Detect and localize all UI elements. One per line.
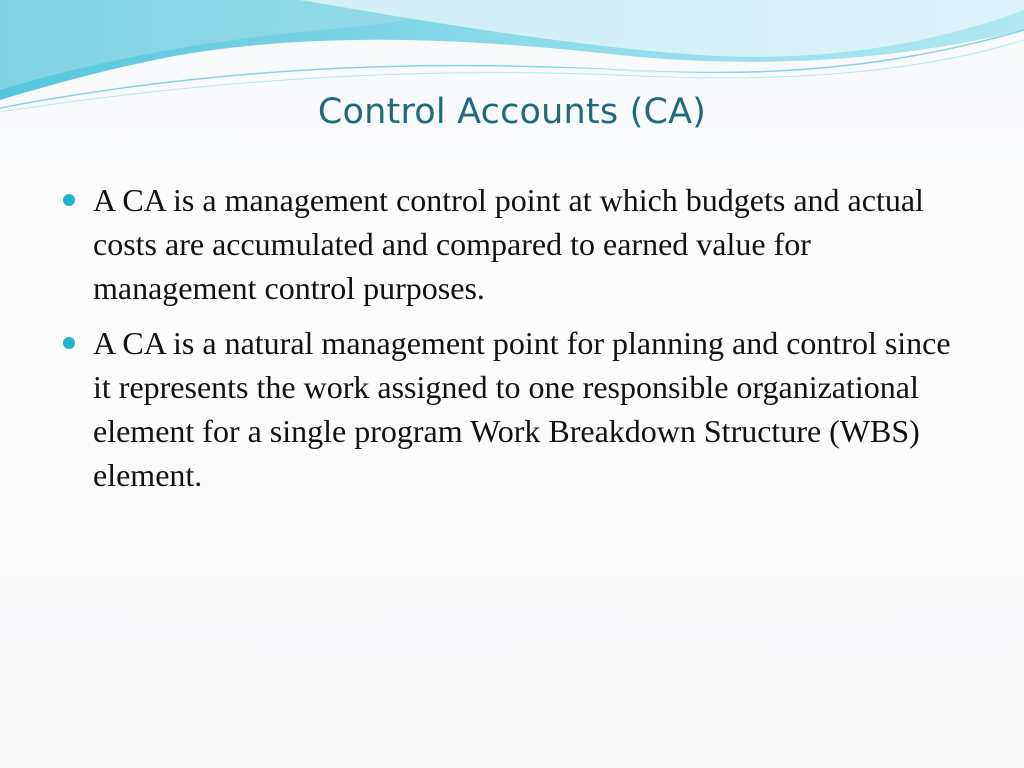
bullet-text: A CA is a natural management point for planning and control since it represents the work assigned to one responsible organizational element for a single program Work Breakdown Structure (WBS) element. bbox=[93, 325, 951, 493]
bullet-dot-icon bbox=[63, 194, 75, 206]
bullet-item bbox=[62, 321, 972, 497]
bullet-list bbox=[62, 178, 972, 508]
slide-title: Control Accounts (CA) bbox=[317, 92, 707, 132]
bullet-dot-icon bbox=[63, 337, 75, 349]
bullet-text: A CA is a management control point at which budgets and actual costs are accumulated and compared to earned value for management control purposes. bbox=[93, 182, 924, 306]
bullet-item bbox=[62, 178, 972, 310]
